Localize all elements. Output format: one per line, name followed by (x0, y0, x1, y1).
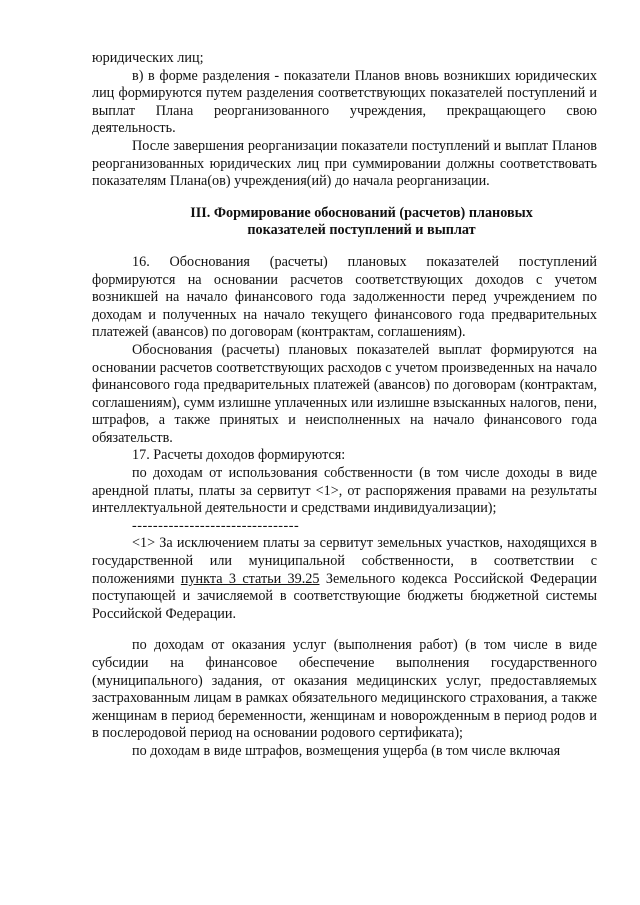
paragraph-16-expenses: Обоснования (расчеты) плановых показателей выплат формируются на основании расчетов соответствующих расходов с учетом произведенных на начало финансового года предварительных платежей (авансов) по договорам (контрактам, соглашениям), сумм излишне уплаченных или излишне взысканных налогов, пени, штрафов, а также принятых и неисполненных на начало финансового года обязательств. (92, 341, 597, 446)
paragraph-17: 17. Расчеты доходов формируются: (132, 447, 346, 464)
footnote-text-start: <1> За исключением платы за сервитут земельных участков, находящихся в государственной или муниципальной собственности, в соответствии с положениями (92, 535, 597, 587)
paragraph-division-form: в) в форме разделения - показатели Планов вновь возникших юридических лиц формируются путем разделения соответствующих показателей поступлений и выплат Плана реорганизованного учреждения, прекращающего свою деятельность. (92, 67, 597, 137)
spacer (92, 240, 597, 254)
paragraph-16: 16. Обоснования (расчеты) плановых показателей поступлений формируются на основании расчетов соответствующих доходов с учетом возникшей на начало финансового года задолженности перед учреждением по доходам и полученных на начало текущего финансового года предварительных платежей (авансов) по договорам (контрактам, соглашениям). (92, 253, 597, 341)
spacer (92, 191, 597, 205)
paragraph-17-property-income: по доходам от использования собственности (в том числе доходы в виде арендной платы, платы за сервитут <1>, от распоряжения правами на результаты интеллектуальной деятельности и средствами индивидуализации); (92, 465, 597, 517)
paragraph-17-fines-income: по доходам в виде штрафов, возмещения ущерба (в том числе включая (132, 742, 561, 759)
footnote-separator: -------------------------------- (132, 517, 300, 534)
paragraph-continuation: юридических лиц; (92, 50, 204, 66)
footnote-text-end: Земельного кодекса Российской Федерации поступающей и зачисляемой в соответствующие бюджеты бюджетной системы Российской Федерации. (92, 570, 597, 622)
section-heading-line-2: показателей поступлений и выплат (247, 222, 476, 239)
land-code-article-link[interactable]: пункта 3 статьи 39.25 (180, 570, 320, 587)
spacer (92, 623, 597, 637)
paragraph-17-services-income: по доходам от оказания услуг (выполнения работ) (в том числе в виде субсидии на финансовое обеспечение выполнения государственного (муниципального) задания, от оказания медицинских услуг, предоставляемых застрахованным лицам в рамках обязательного медицинского страхования, а также женщинам в период беременности, женщинам и новорожденным в период родов и в послеродовой период на основании родового сертификата); (92, 637, 597, 742)
paragraph-after-reorganization: После завершения реорганизации показатели поступлений и выплат Планов реорганизованных юридических лиц при суммировании должны соответствовать показателям Плана(ов) учреждения(ий) до начала реорганизации. (92, 137, 597, 190)
section-heading (92, 205, 597, 240)
document-page (92, 50, 597, 761)
section-heading-line-1: III. Формирование обоснований (расчетов) плановых (190, 204, 533, 221)
footnote-1 (92, 535, 597, 623)
